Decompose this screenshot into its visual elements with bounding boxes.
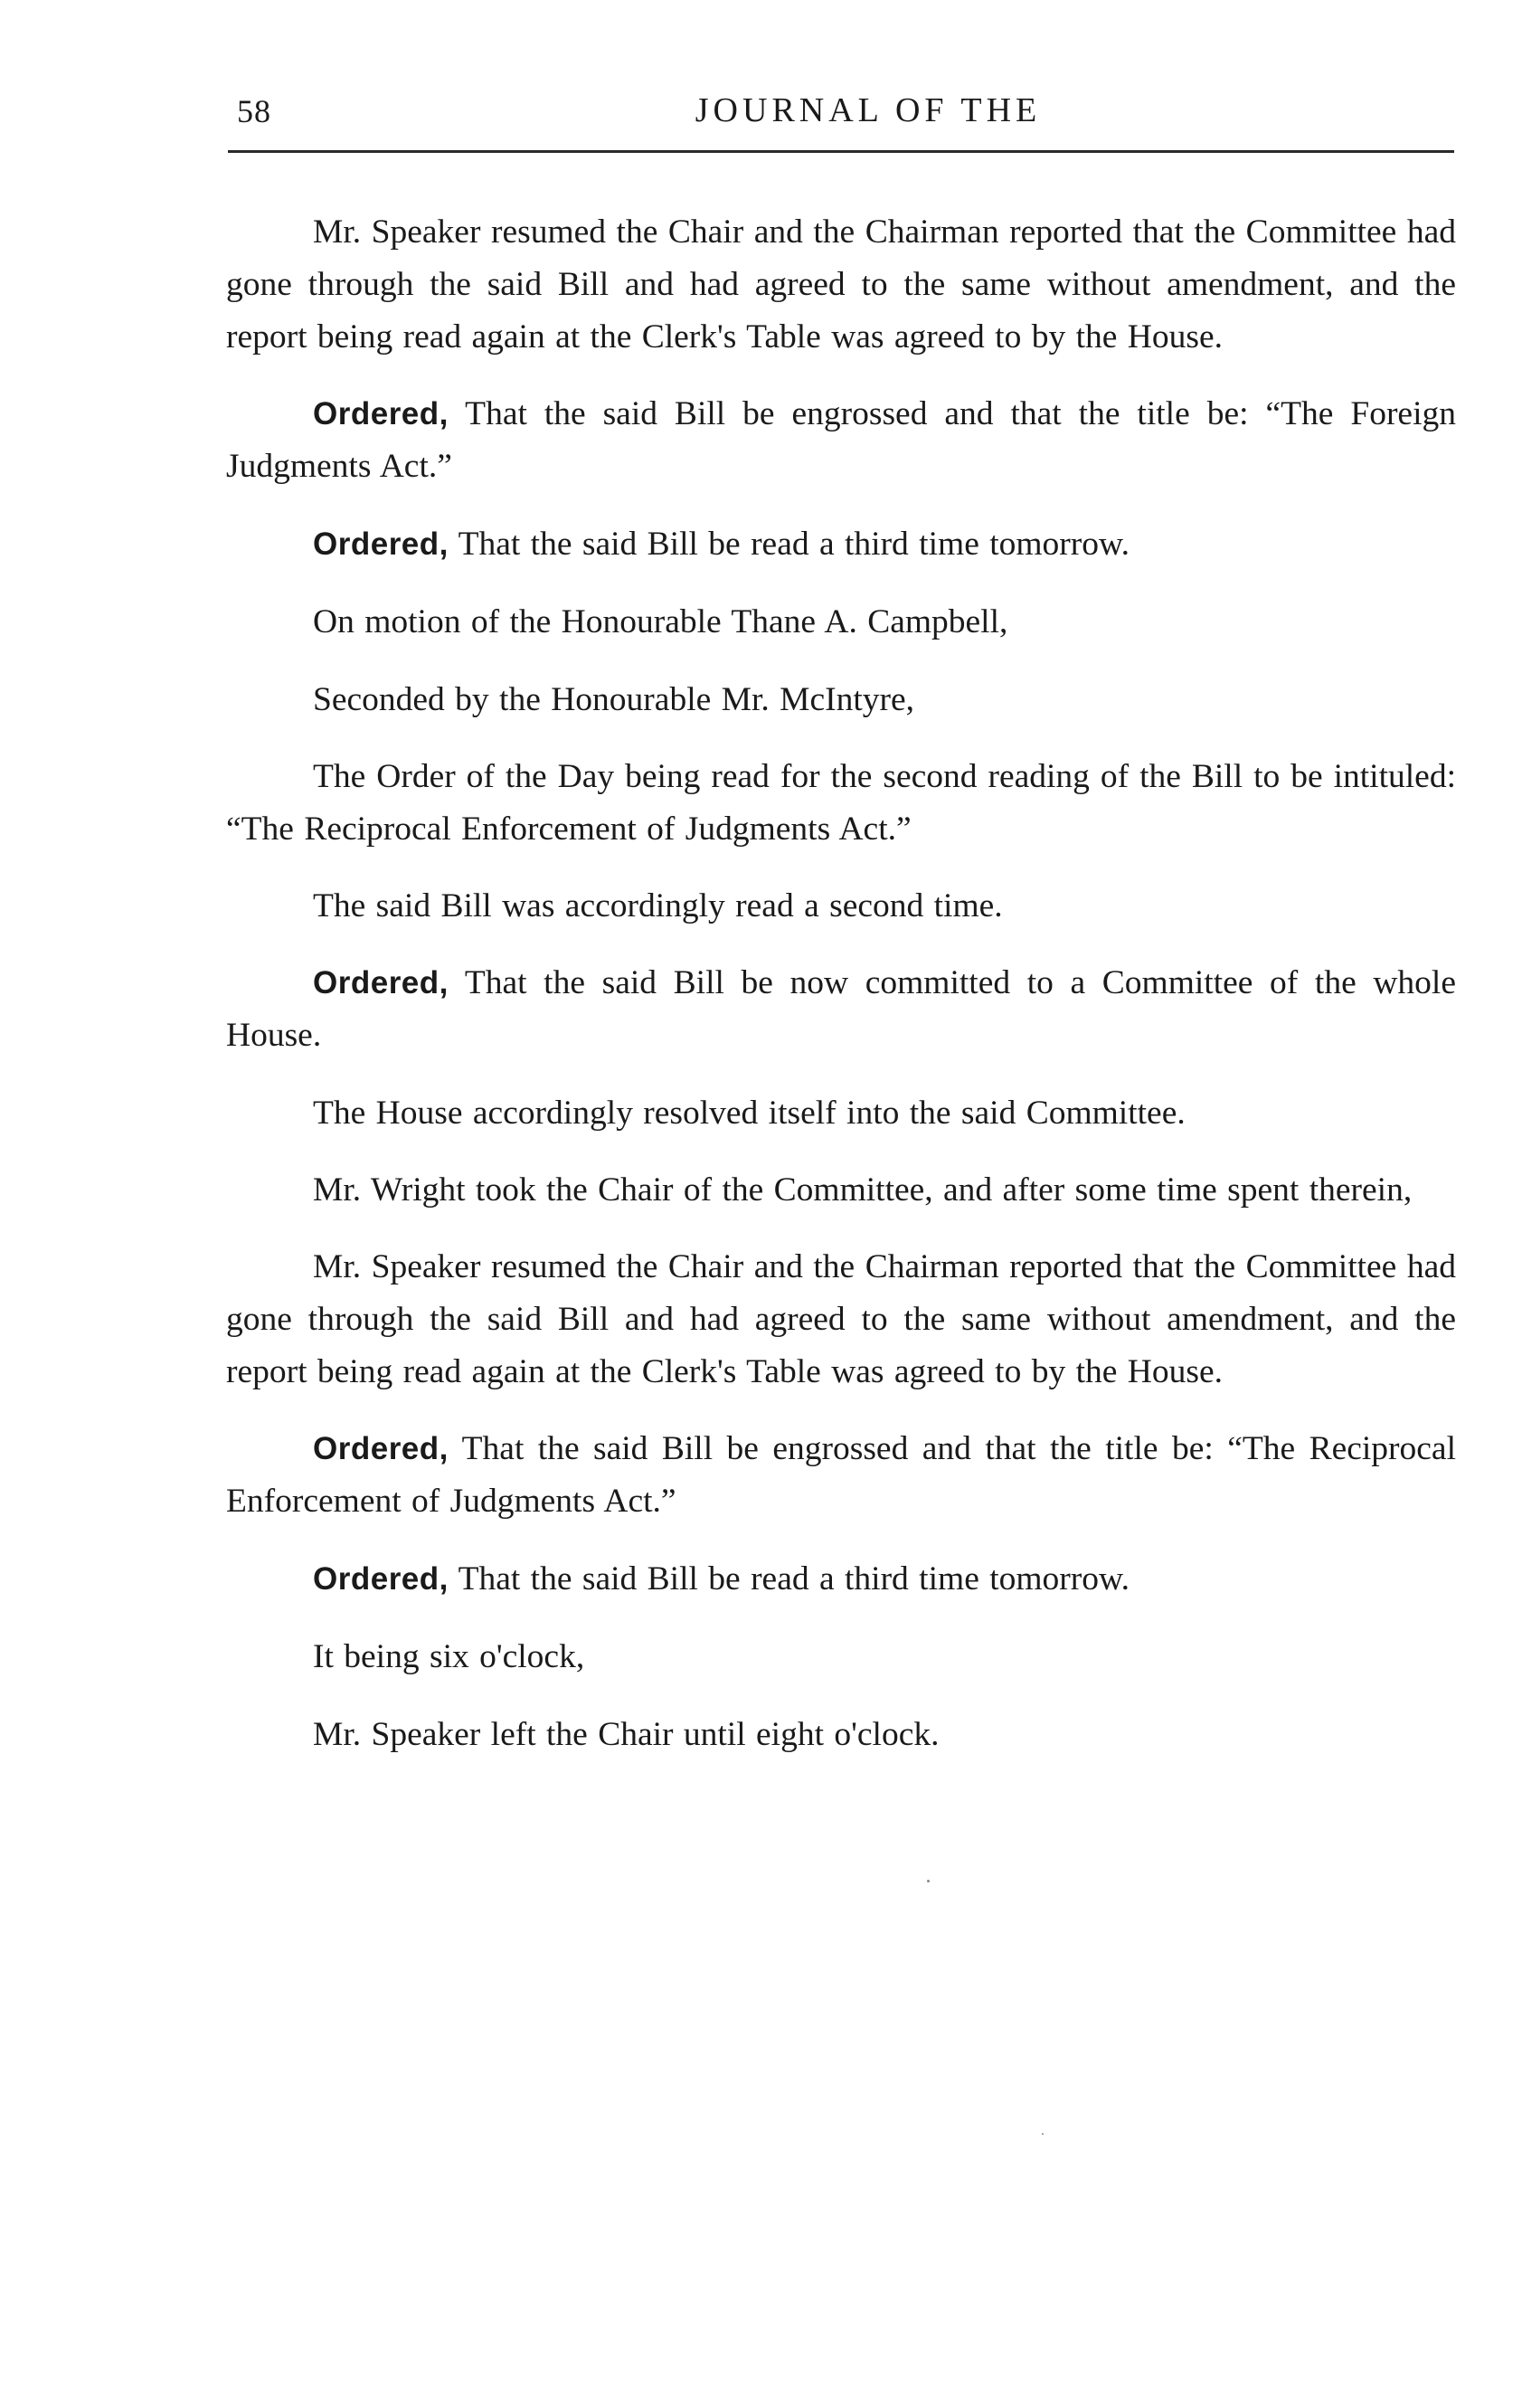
ordered-lead: Ordered, [313,1431,449,1466]
paper-speck [1042,2133,1044,2135]
paragraph-house-resolved [226,1087,1456,1140]
paragraph-second-reading [226,880,1456,933]
paragraph-text: It being six o'clock, [313,1638,585,1675]
paragraph-text: That the said Bill be read a third time tomorrow. [448,526,1130,563]
paragraph-motion [226,596,1456,649]
ordered-lead: Ordered, [313,965,449,1000]
paragraph-speaker-report-2 [226,1241,1456,1398]
paragraph-text: That the said Bill be engrossed and that the title be: “The Reciprocal Enforcement of Judgments Act.” [226,1430,1456,1520]
paragraph-text: That the said Bill be now committed to a Committee of the whole House. [226,964,1456,1054]
paragraph-text: Mr. Speaker left the Chair until eight o'clock. [313,1716,940,1753]
paragraph-text: Seconded by the Honourable Mr. McIntyre, [313,681,915,718]
paragraph-text: That the said Bill be read a third time tomorrow. [448,1560,1130,1597]
paragraph-six-oclock [226,1631,1456,1683]
paragraph-text: The said Bill was accordingly read a second time. [313,887,1003,924]
paper-speck [927,1880,930,1882]
running-head [226,87,1456,141]
page-number: 58 [237,93,271,129]
paragraph-ordered-third-reading-1 [226,518,1456,571]
journal-body [226,206,1456,1761]
header-rule [228,150,1454,153]
paragraph-text: Mr. Speaker resumed the Chair and the Chairman reported that the Committee had gone through the said Bill and had agreed to the same without amendment, and the report being read again at the Clerk's Table was agreed to by the House. [226,213,1456,356]
paragraph-ordered-third-reading-2 [226,1553,1456,1606]
paragraph-text: On motion of the Honourable Thane A. Campbell, [313,603,1008,640]
paragraph-order-of-day [226,751,1456,856]
paragraph-text: Mr. Speaker resumed the Chair and the Chairman reported that the Committee had gone through the said Bill and had agreed to the same without amendment, and the report being read again at the Clerk's Table was agreed to by the House. [226,1248,1456,1390]
paragraph-ordered-engrossed-1 [226,388,1456,493]
paragraph-text: Mr. Wright took the Chair of the Committee, and after some time spent therein, [313,1171,1413,1209]
ordered-lead: Ordered, [313,396,449,431]
paragraph-wright-chair [226,1164,1456,1217]
running-head-title: JOURNAL OF THE [695,91,1042,129]
ordered-lead: Ordered, [313,526,449,562]
ordered-lead: Ordered, [313,1561,449,1597]
paragraph-seconded [226,674,1456,726]
paragraph-speaker-left [226,1709,1456,1761]
paragraph-text: That the said Bill be engrossed and that the title be: “The Foreign Judgments Act.” [226,395,1456,485]
paragraph-text: The Order of the Day being read for the second reading of the Bill to be intituled: “The Reciprocal Enforcement of Judgments Act.” [226,758,1456,848]
paragraph-ordered-engrossed-2 [226,1423,1456,1528]
paragraph-speaker-report-1 [226,206,1456,364]
paragraph-text: The House accordingly resolved itself into the said Committee. [313,1095,1186,1132]
paragraph-ordered-committed [226,957,1456,1062]
